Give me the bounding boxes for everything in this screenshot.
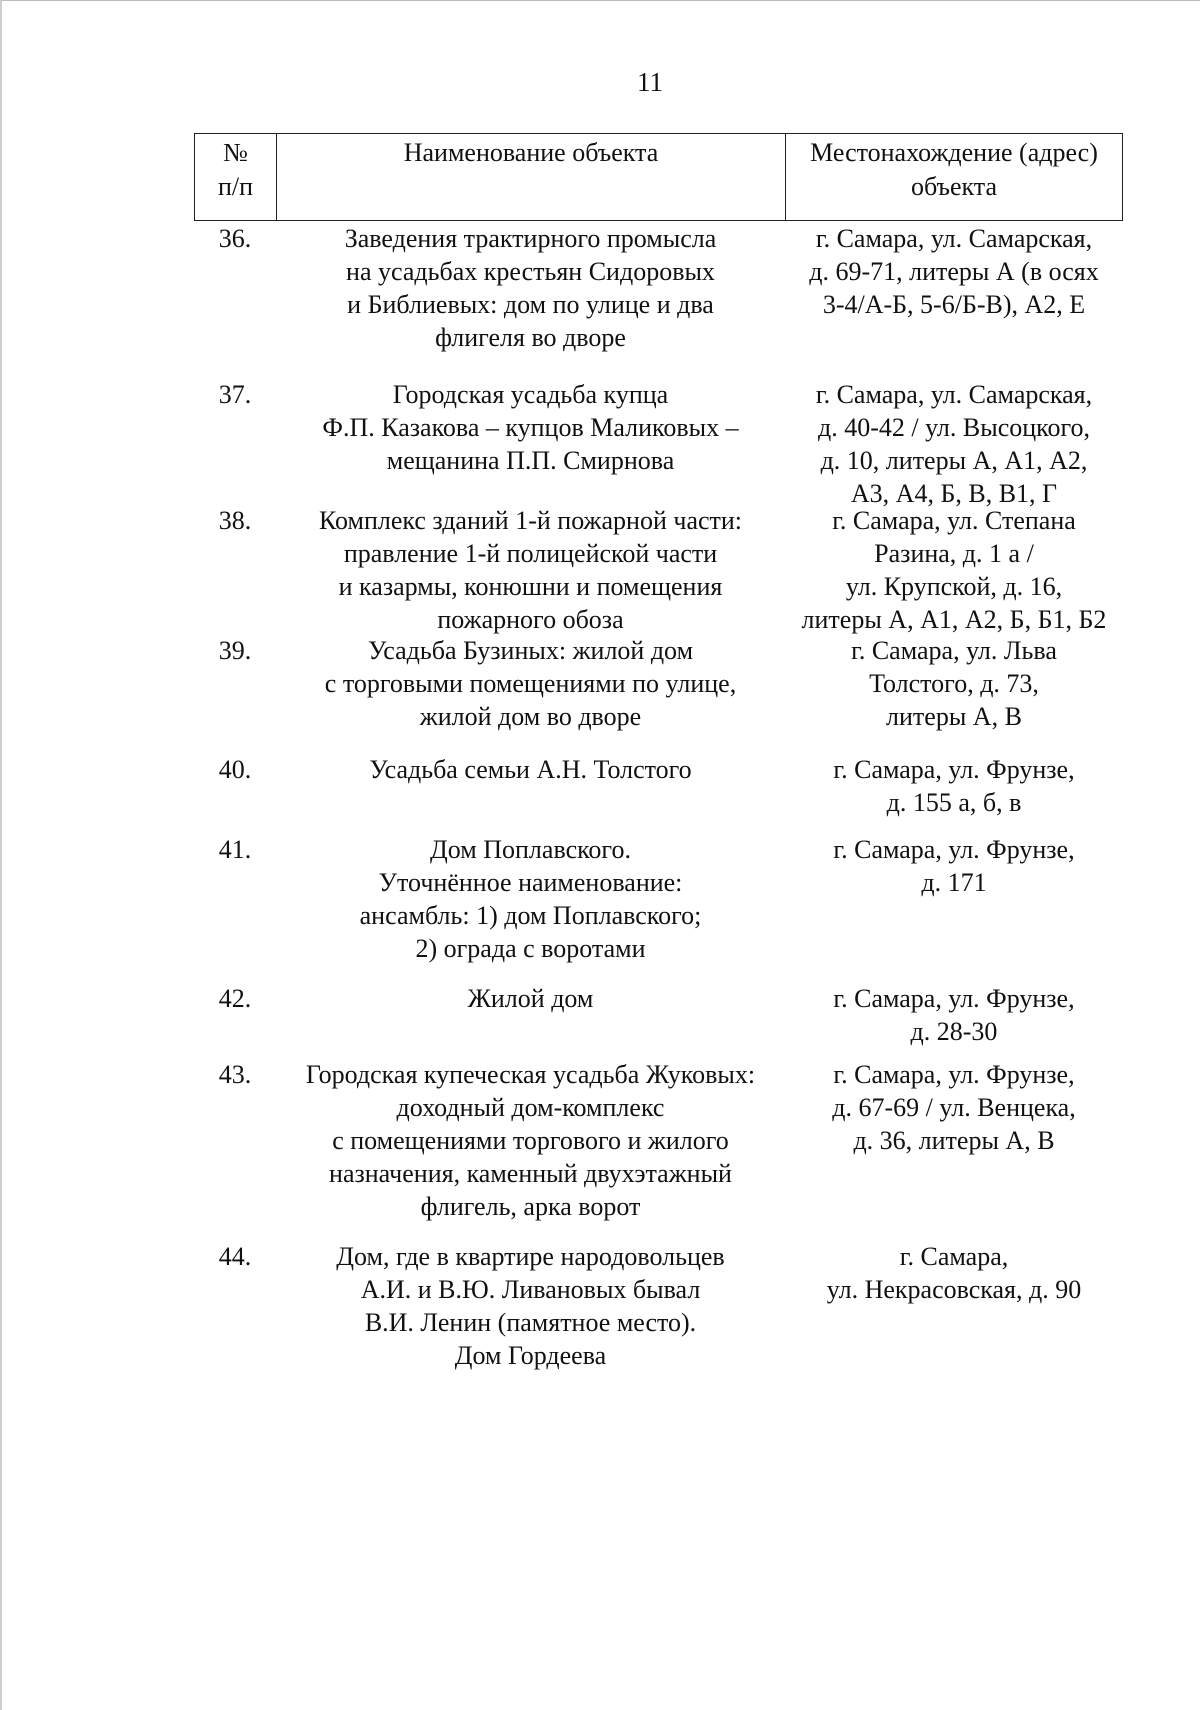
object-name-line: и казармы, конюшни и помещения: [338, 572, 723, 601]
header-address-line2: объекта: [910, 172, 998, 201]
object-name-line: флигеля во дворе: [435, 323, 626, 352]
object-name-line: Дом Поплавского.: [430, 835, 631, 864]
object-name-line: правление 1-й полицейской части: [343, 539, 718, 568]
object-name-line: Жилой дом: [467, 984, 594, 1013]
header-name-cell: [277, 134, 786, 220]
object-address-line: литеры А, А1, А2, Б, Б1, Б2: [801, 605, 1107, 634]
object-address-line: ул. Крупской, д. 16,: [845, 572, 1063, 601]
object-address-line: А3, А4, Б, В, В1, Г: [850, 479, 1058, 508]
object-address-line: литеры А, В: [886, 702, 1022, 731]
table-row: [194, 1240, 1123, 1372]
object-address-line: Толстого, д. 73,: [869, 669, 1039, 698]
row-number: 40.: [218, 755, 252, 784]
object-name-line: и Библиевых: дом по улице и два: [347, 290, 714, 319]
row-number: 39.: [218, 636, 252, 665]
object-name-line: Городская купеческая усадьба Жуковых:: [305, 1060, 756, 1089]
object-name-line: Усадьба семьи А.Н. Толстого: [369, 755, 692, 784]
object-address-cell: [785, 634, 1123, 733]
object-address-line: д. 40-42 / ул. Высоцкого,: [817, 413, 1091, 442]
object-name-line: с торговыми помещениями по улице,: [324, 669, 737, 698]
object-name-cell: [276, 982, 785, 1048]
object-address-line: д. 67-69 / ул. Венцека,: [832, 1093, 1076, 1122]
object-address-line: г. Самара, ул. Фрунзе,: [833, 835, 1075, 864]
header-address-line1: Местонахождение (адрес): [810, 138, 1098, 167]
object-name-cell: [276, 1058, 785, 1223]
object-address-cell: [785, 833, 1123, 965]
row-number: 43.: [218, 1060, 252, 1089]
object-name-line: 2) ограда с воротами: [415, 934, 646, 963]
object-name-line: ансамбль: 1) дом Поплавского;: [359, 901, 702, 930]
object-name-line: Заведения трактирного промысла: [344, 224, 717, 253]
table-row: [194, 504, 1123, 636]
table-row: [194, 982, 1123, 1048]
object-name-cell: [276, 634, 785, 733]
object-name-line: с помещениями торгового и жилого: [332, 1126, 729, 1155]
table-row: [194, 222, 1123, 354]
row-number: 42.: [218, 984, 252, 1013]
object-address-cell: [785, 378, 1123, 510]
row-number: 41.: [218, 835, 252, 864]
object-address-cell: [785, 504, 1123, 636]
header-address-cell: [786, 134, 1122, 220]
object-name-line: флигель, арка ворот: [420, 1192, 641, 1221]
object-address-cell: [785, 982, 1123, 1048]
object-name-cell: [276, 753, 785, 819]
object-address-line: г. Самара, ул. Самарская,: [815, 380, 1093, 409]
table-row: [194, 1058, 1123, 1223]
object-name-cell: [276, 833, 785, 965]
object-address-line: ул. Некрасовская, д. 90: [826, 1275, 1082, 1304]
object-name-line: Усадьба Бузиных: жилой дом: [367, 636, 694, 665]
object-name-line: мещанина П.П. Смирнова: [386, 446, 675, 475]
object-address-cell: [785, 1058, 1123, 1223]
object-name-line: Уточнённое наименование:: [378, 868, 683, 897]
object-name-line: Городская усадьба купца: [392, 380, 669, 409]
table-row: [194, 753, 1123, 819]
object-name-line: назначения, каменный двухэтажный: [329, 1159, 732, 1188]
table-row: [194, 833, 1123, 965]
object-address-line: д. 10, литеры А, А1, А2,: [820, 446, 1088, 475]
object-address-line: 3-4/А-Б, 5-6/Б-В), А2, Е: [822, 290, 1086, 319]
object-address-cell: [785, 1240, 1123, 1372]
object-address-line: г. Самара, ул. Самарская,: [815, 224, 1093, 253]
table-row: [194, 634, 1123, 733]
object-name-line: Дом, где в квартире народовольцев: [336, 1242, 725, 1271]
object-address-cell: [785, 753, 1123, 819]
object-name-line: Ф.П. Казакова – купцов Маликовых –: [322, 413, 739, 442]
object-name-line: Дом Гордеева: [454, 1341, 607, 1370]
object-address-line: Разина, д. 1 а /: [874, 539, 1034, 568]
object-address-line: г. Самара, ул. Фрунзе,: [833, 755, 1075, 784]
table-row: [194, 378, 1123, 510]
object-address-line: д. 36, литеры А, В: [853, 1126, 1055, 1155]
object-address-line: д. 28-30: [910, 1017, 998, 1046]
object-address-line: г. Самара, ул. Фрунзе,: [833, 1060, 1075, 1089]
row-number: 36.: [218, 224, 252, 253]
row-number: 44.: [218, 1242, 252, 1271]
page-number: 11: [637, 67, 663, 97]
object-address-line: д. 69-71, литеры А (в осях: [809, 257, 1099, 286]
object-name-line: А.И. и В.Ю. Ливановых бывал: [360, 1275, 701, 1304]
object-name-line: пожарного обоза: [437, 605, 624, 634]
object-name-cell: [276, 222, 785, 354]
object-address-line: г. Самара, ул. Льва: [851, 636, 1057, 665]
object-name-line: доходный дом-комплекс: [396, 1093, 665, 1122]
object-name-cell: [276, 504, 785, 636]
row-number: 37.: [218, 380, 252, 409]
object-name-line: Комплекс зданий 1-й пожарной части:: [318, 506, 743, 535]
object-address-line: г. Самара, ул. Фрунзе,: [833, 984, 1075, 1013]
header-name: Наименование объекта: [403, 138, 659, 167]
header-number-line1: №: [223, 138, 248, 167]
table-header: [194, 133, 1123, 221]
object-address-line: д. 155 а, б, в: [886, 788, 1022, 817]
header-number-line2: п/п: [217, 172, 254, 201]
object-name-cell: [276, 378, 785, 510]
object-name-cell: [276, 1240, 785, 1372]
object-name-line: В.И. Ленин (памятное место).: [364, 1308, 697, 1337]
header-number-cell: [195, 134, 277, 220]
object-address-line: г. Самара, ул. Степана: [832, 506, 1076, 535]
row-number: 38.: [218, 506, 252, 535]
object-name-line: жилой дом во дворе: [419, 702, 642, 731]
object-address-line: г. Самара,: [899, 1242, 1009, 1271]
object-name-line: на усадьбах крестьян Сидоровых: [346, 257, 715, 286]
object-address-line: д. 171: [921, 868, 987, 897]
object-address-cell: [785, 222, 1123, 354]
